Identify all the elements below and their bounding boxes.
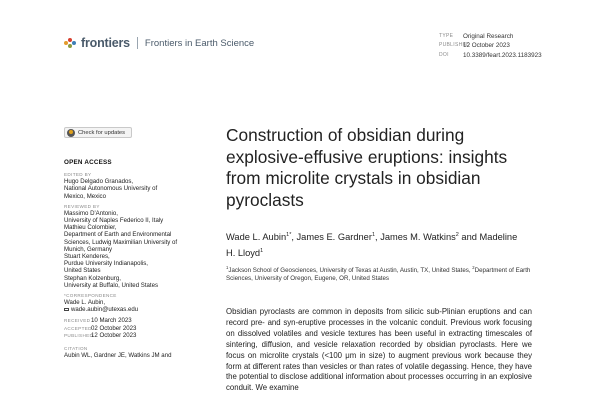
meta-doi[interactable]: DOI 10.3389/feart.2023.1183923	[439, 51, 542, 59]
frontiers-logo-icon	[64, 37, 78, 49]
correspondence-name: Wade L. Aubin,	[64, 299, 106, 307]
correspondence-block: *CORRESPONDENCE Wade L. Aubin, wade.aubin@utexas.edu	[64, 292, 199, 313]
reviewer-line: Massimo D'Antonio,	[64, 209, 118, 217]
author-separator: and	[458, 232, 480, 243]
reviewer-line: University at Buffalo, United States	[64, 281, 159, 289]
mail-icon	[64, 308, 69, 312]
editor-line: Hugo Delgado Granados,	[64, 178, 134, 186]
affiliation-1: Jackson School of Geosciences, University of Texas at Austin, Austin, TX, United States,	[228, 267, 473, 275]
author-list	[226, 228, 526, 260]
author-affiliation-mark: 1	[260, 248, 264, 255]
article-title: Construction of obsidian during explosive-effusive eruptions: insights from microlite crystals in obsidian pyroclasts	[226, 125, 508, 210]
reviewer-line: Purdue University Indianapolis,	[64, 260, 149, 268]
reviewer-line: Department of Earth and Environmental	[64, 231, 172, 239]
dates-block	[64, 317, 199, 339]
abstract-text: Obsidian pyroclasts are common in deposits from silicic sub-Plinian eruptions and can record pre- and syn-eruptive processes in the volcanic conduit. Previous work focusing on dissolved volatiles and vesicle textures has been useful in extracting timescales of sintering, diffusion, and vesicle relaxation recorded by obsidian pyroclasts. Here we focus on microlite crystals (<100 μm in size) to augment previous work because they form at different rates than vesicles or than rates of volatile degassing. Hence, they have the potential to disclose additional information about processes occurring in an explosive conduit. We examine	[226, 307, 532, 393]
correspondence-email-row[interactable]	[64, 306, 199, 313]
affiliations: $^1$Jackson School of Geosciences, University of Texas at Austin, Austin, TX, United States, $^2$Department of Earth Sciences, University of Oregon, Eugene, OR, United States	[226, 265, 531, 283]
crossmark-icon	[67, 129, 75, 137]
article-sidebar	[64, 159, 199, 360]
accepted-row: ACCEPTED 02 October 2023	[64, 324, 137, 332]
header-divider	[137, 37, 138, 49]
reviewer-line: Stuart Kenderes,	[64, 253, 110, 261]
meta-type: TYPE Original Research	[439, 33, 514, 40]
journal-name: Frontiers in Earth Science	[144, 37, 255, 49]
check-for-updates-button[interactable]: Check for updates	[64, 127, 132, 138]
edited-by-block: EDITED BY Hugo Delgado Granados, National Autonomous University of Mexico, Mexico	[64, 171, 199, 200]
author-name[interactable]: James M. Watkins	[380, 232, 456, 243]
published-row: PUBLISHED 12 October 2023	[64, 331, 137, 339]
author-affiliation-mark: 2	[455, 232, 459, 238]
reviewer-line: Munich, Germany	[64, 245, 113, 253]
author-affiliation-mark: 1*	[286, 232, 292, 238]
citation-text: Aubin WL, Gardner JE, Watkins JM and	[64, 352, 172, 360]
open-access-label: OPEN ACCESS	[64, 159, 112, 166]
frontiers-logo-text: frontiers	[81, 36, 130, 50]
reviewer-line: Mathieu Colombier,	[64, 224, 117, 232]
reviewer-line: Sciences, Ludwig Maximilian University of	[64, 238, 178, 246]
meta-published: PUBLISHED 12 October 2023	[439, 42, 510, 50]
editor-line: Mexico, Mexico	[64, 192, 106, 200]
author-name[interactable]: Wade L. Aubin	[226, 232, 287, 243]
journal-header	[64, 36, 254, 50]
received-row: RECEIVED 10 March 2023	[64, 317, 132, 325]
author-name[interactable]: James E. Gardner	[296, 232, 372, 243]
citation-block: CITATION Aubin WL, Gardner JE, Watkins JM and	[64, 345, 199, 359]
reviewed-by-block: REVIEWED BY Massimo D'Antonio, University of Naples Federico II, Italy Mathieu Colombier, Department of Earth and Environmental Sciences, Ludwig Maximilian University of Munich, Germany Stuart Kenderes, Purdue University Indianapolis, United States Stephan Kolzenburg, University at Buffalo, United States	[64, 203, 199, 289]
editor-line: National Autonomous University of	[64, 185, 158, 193]
reviewer-line: Stephan Kolzenburg,	[64, 274, 121, 282]
author-separator: ,	[375, 232, 381, 243]
article-meta	[439, 32, 542, 60]
author-affiliation-mark: 1	[371, 232, 376, 238]
reviewer-line: United States	[64, 267, 101, 275]
correspondence-email-link[interactable]: wade.aubin@utexas.edu	[71, 306, 139, 314]
affiliation-2: Department of Earth Sciences, University of Oregon, Eugene, OR, United States	[226, 267, 531, 283]
author-name[interactable]: Madeline H. Lloyd	[226, 232, 518, 259]
reviewer-line: University of Naples Federico II, Italy	[64, 217, 164, 225]
author-separator: ,	[291, 232, 297, 243]
